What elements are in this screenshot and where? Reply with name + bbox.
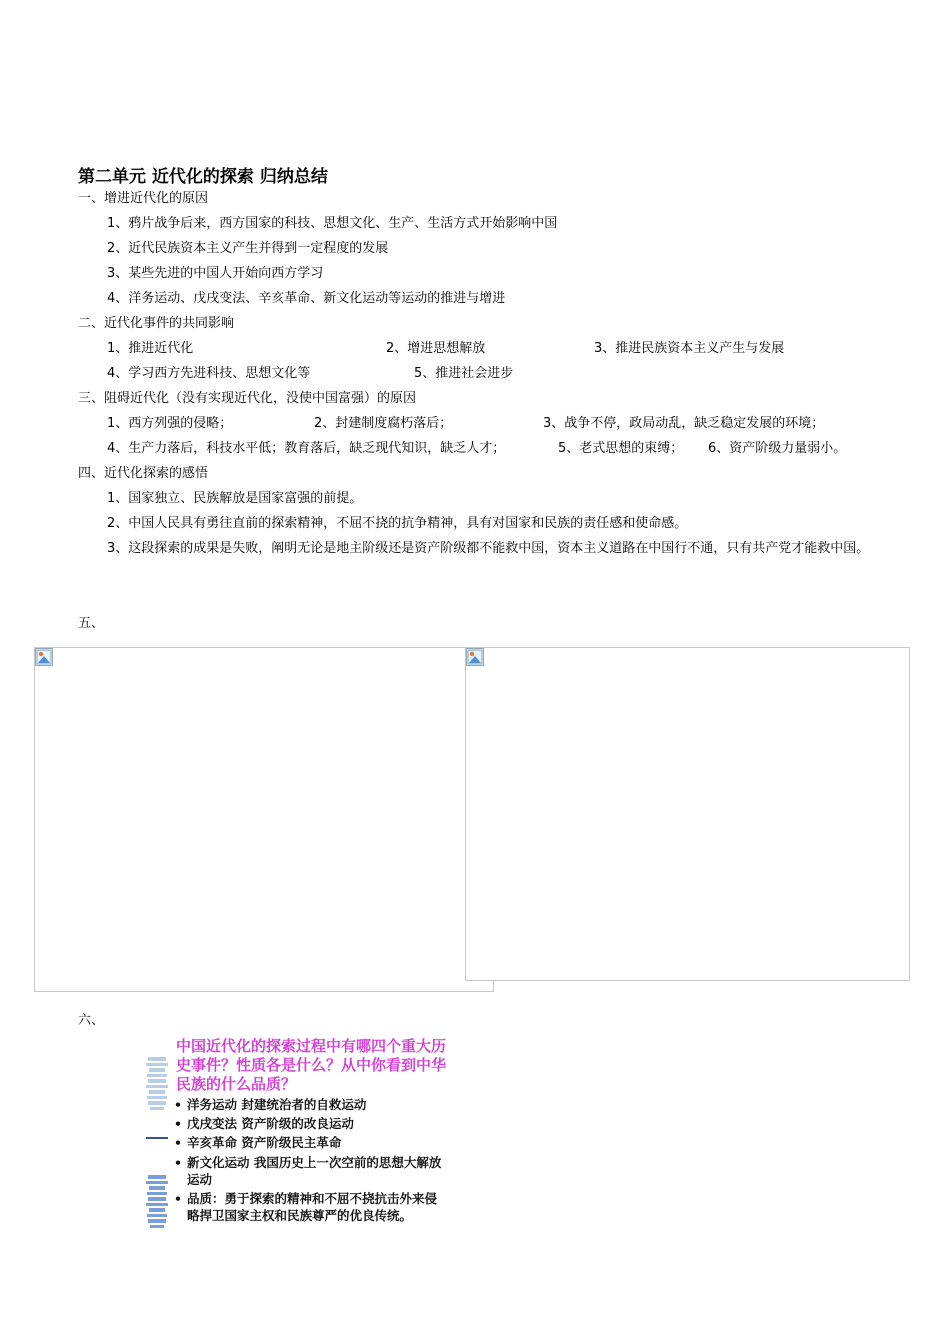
slide-bullet-text: 辛亥革命 资产阶级民主革命 [187, 1135, 342, 1150]
bullet-mark: • [174, 1135, 182, 1150]
slide-bullet-text: 洋务运动 封建统治者的自救运动 [187, 1097, 367, 1112]
image-placeholder-right [465, 647, 910, 981]
slide-question: 中国近代化的探索过程中有哪四个重大历史事件？性质各是什么？从中你看到中华民族的什么品质？ [176, 1037, 447, 1093]
bullet-mark: • [174, 1191, 182, 1206]
section-2-item: 4、学习西方先进科技、思想文化等 [107, 366, 311, 381]
section-2-item: 3、推进民族资本主义产生与发展 [594, 341, 785, 356]
section-3-item: 6、资产阶级力量弱小。 [708, 441, 847, 456]
section-4-item: 1、国家独立、民族解放是国家富强的前提。 [107, 491, 363, 506]
broken-image-icon [35, 648, 53, 666]
section-3-item: 1、西方列强的侵略； [107, 416, 233, 431]
slide-bullet [174, 1190, 444, 1224]
slide-bullet [174, 1115, 444, 1132]
slide-bullet [174, 1154, 444, 1188]
page-title: 第二单元 近代化的探索 归纳总结 [78, 167, 328, 187]
broken-image-icon [466, 648, 484, 666]
section-1-item: 1、鸦片战争后来，西方国家的科技、思想文化、生产、生活方式开始影响中国 [107, 216, 558, 231]
section-6-heading: 六、 [78, 1013, 105, 1028]
slide-bullet-text: 新文化运动 我国历史上一次空前的思想大解放运动 [187, 1155, 442, 1187]
slide-bullet-text: 戊戌变法 资产阶级的改良运动 [187, 1116, 354, 1131]
section-2-item: 1、推进近代化 [107, 341, 194, 356]
slide-bullet [174, 1096, 444, 1113]
section-2-item: 2、增进思想解放 [386, 341, 486, 356]
section-1-item: 4、洋务运动、戊戌变法、辛亥革命、新文化运动等运动的推进与增进 [107, 291, 506, 306]
section-4-item: 3、这段探索的成果是失败，阐明无论是地主阶级还是资产阶级都不能救中国，资本主义道路在中国行不通，只有共产党才能救中国。 [107, 541, 870, 556]
slide-bullet-text: 品质：勇于探索的精神和不屈不挠抗击外来侵略捍卫国家主权和民族尊严的优良传统。 [187, 1191, 438, 1223]
section-1-heading: 一、增进近代化的原因 [78, 191, 209, 206]
section-2-heading: 二、近代化事件的共同影响 [78, 316, 235, 331]
slide-decoration [144, 1055, 172, 1245]
section-2-item: 5、推进社会进步 [414, 366, 514, 381]
section-3-item: 5、老式思想的束缚； [558, 441, 684, 456]
bullet-mark: • [174, 1116, 182, 1131]
section-3-item: 2、封建制度腐朽落后； [314, 416, 453, 431]
image-placeholder-left [34, 647, 494, 992]
section-4-item: 2、中国人民具有勇往直前的探索精神，不屈不挠的抗争精神，具有对国家和民族的责任感和使命感。 [107, 516, 688, 531]
bullet-mark: • [174, 1155, 182, 1170]
section-1-item: 3、某些先进的中国人开始向西方学习 [107, 266, 324, 281]
bullet-mark: • [174, 1097, 182, 1112]
section-3-item: 4、生产力落后，科技水平低；教育落后，缺乏现代知识，缺乏人才； [107, 441, 506, 456]
section-5-heading: 五、 [78, 616, 105, 631]
section-1-item: 2、近代民族资本主义产生并得到一定程度的发展 [107, 241, 389, 256]
section-3-item: 3、战争不停，政局动乱，缺乏稳定发展的环境； [543, 416, 825, 431]
section-3-heading: 三、阻碍近代化（没有实现近代化，没使中国富强）的原因 [78, 391, 417, 406]
section-4-heading: 四、近代化探索的感悟 [78, 466, 209, 481]
slide-bullet [174, 1134, 444, 1151]
